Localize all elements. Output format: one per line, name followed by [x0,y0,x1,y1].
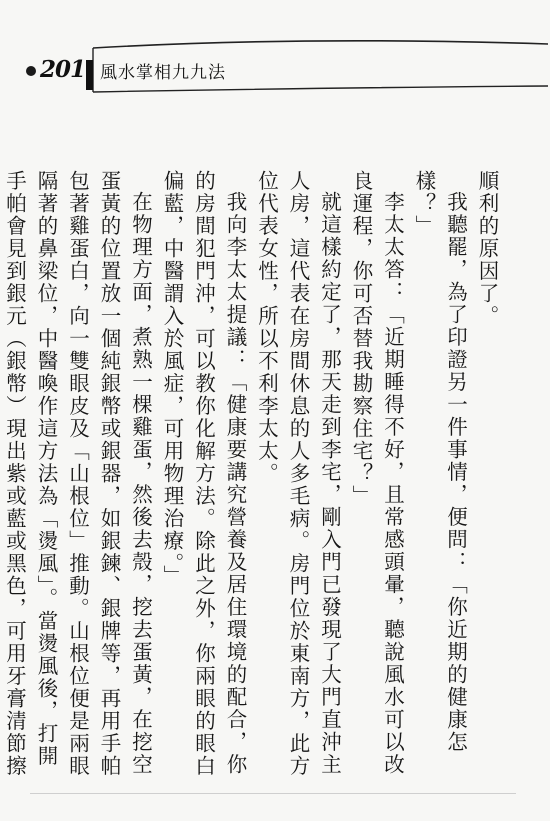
header-bar [86,60,93,90]
header-dot [26,66,36,76]
paragraph: 順利的原因了。 [475,170,499,328]
paragraph: 我向李太太提議：「健康要講究營養及居住環境的配合，你的房間犯門沖，可以教你化解方法。除此之外，你兩眼的眼白偏藍，中醫謂入於風症，可用物理治療。」 [160,170,247,778]
paragraph: 我聽罷，為了印證另一件事情，便問：「你近期的健康怎樣？」 [412,170,468,753]
book-title: 風水掌相九九法 [100,63,226,83]
paragraph: 在物理方面，煮熟一棵雞蛋，然後去殼，挖去蛋黃，在挖空蛋黃的位置放一個純銀幣或銀器，如銀鍊、銀牌等，再用手帕包著雞蛋白，向一雙眼皮及「山根位」推動。山根位便是兩眼隔著的鼻梁位，中醫喚作這方法為「燙風」。當燙風後，打開手帕會見到銀元（銀幣）現出紫或藍或黑色，可用牙膏清節擦 [2,170,153,778]
paragraph: 就這樣約定了，那天走到李宅，剛入門已發現了大門直沖主人房，這代表在房間休息的人多毛病。房門位於東南方，此方位代表女性，所以不利李太太。 [254,170,342,778]
page-number: 201 [40,56,86,83]
body-text [2,170,502,782]
page-header [0,0,550,100]
bottom-rule [30,793,516,794]
header-rules [0,0,550,100]
paragraph: 李太太答：「近期睡得不好，且常感頭暈，聽說風水可以改良運程，你可否替我勘察住宅？」 [349,170,405,776]
